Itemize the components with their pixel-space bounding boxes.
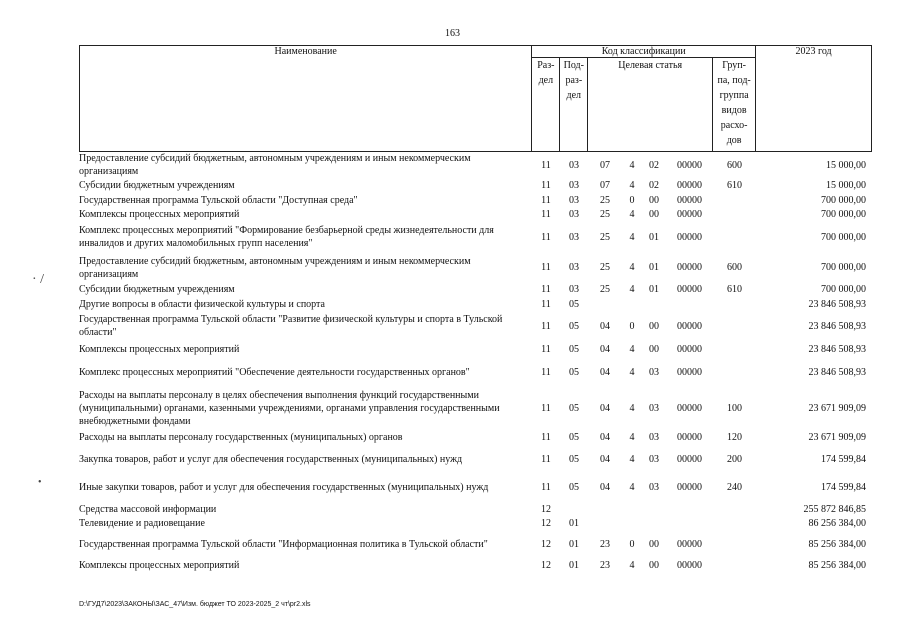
header-podrazdel: Под- раз- дел <box>560 58 588 152</box>
row-target-2: 4 <box>629 482 635 493</box>
row-target-3: 03 <box>649 482 659 493</box>
row-target-2: 0 <box>629 538 635 550</box>
table-row <box>79 207 872 221</box>
row-amount: 23 671 909,09 <box>808 402 866 414</box>
row-target-2 <box>622 297 642 311</box>
table-row <box>79 473 872 502</box>
row-amount: 23 846 508,93 <box>808 320 866 332</box>
row-target-1: 25 <box>600 231 610 243</box>
row-target-1: 04 <box>600 343 610 355</box>
row-target-2: 4 <box>629 453 635 465</box>
row-amount: 174 599,84 <box>821 453 866 465</box>
row-name: Государственная программа Тульской области "Развитие физической культуры и спорта в Тульской области" <box>79 314 503 338</box>
row-podrazdel: 05 <box>569 366 579 378</box>
row-target-3: 03 <box>649 431 659 443</box>
row-amount: 700 000,00 <box>821 194 866 206</box>
row-target-4: 00000 <box>677 538 702 550</box>
row-target-1: 25 <box>600 208 610 220</box>
row-target-1: 04 <box>600 482 610 493</box>
page-number: 163 <box>445 28 460 39</box>
row-podrazdel: 05 <box>569 298 579 310</box>
row-target-4: 00000 <box>677 194 702 206</box>
row-amount: 23 846 508,93 <box>808 343 866 355</box>
row-target-3: 03 <box>649 402 659 414</box>
row-name: Комплексы процессных мероприятий <box>79 559 240 571</box>
row-target-4: 00000 <box>677 180 702 191</box>
row-target-4: 00000 <box>677 343 702 355</box>
row-amount: 174 599,84 <box>821 482 866 493</box>
table-row <box>79 516 872 530</box>
row-name: Комплексы процессных мероприятий <box>79 208 240 220</box>
row-target-4 <box>666 516 713 530</box>
row-target-4: 00000 <box>677 284 702 295</box>
table-row <box>79 253 872 282</box>
row-target-2: 4 <box>629 262 635 273</box>
row-target-4 <box>666 297 713 311</box>
row-target-2: 4 <box>629 559 635 571</box>
table-row <box>79 387 872 429</box>
row-target-2: 4 <box>629 231 635 243</box>
row-target-1: 04 <box>600 402 610 414</box>
header-group: Груп- па, под- группа видов расхо- дов <box>713 58 756 152</box>
row-target-3: 03 <box>649 366 659 378</box>
row-target-2 <box>622 502 642 516</box>
row-group <box>713 357 756 387</box>
row-amount: 15 000,00 <box>826 159 866 171</box>
row-target-3: 01 <box>649 284 659 295</box>
row-target-4: 00000 <box>677 208 702 220</box>
row-target-1: 04 <box>600 320 610 332</box>
row-target-2: 0 <box>629 194 635 206</box>
row-target-3: 02 <box>649 159 659 171</box>
row-podrazdel: 05 <box>569 320 579 332</box>
row-podrazdel: 01 <box>569 538 579 550</box>
row-razdel: 12 <box>541 503 551 515</box>
row-group <box>713 297 756 311</box>
row-group <box>713 516 756 530</box>
row-podrazdel: 03 <box>569 180 579 191</box>
row-target-1: 25 <box>600 262 610 273</box>
row-target-4: 00000 <box>677 366 702 378</box>
row-target-1: 23 <box>600 538 610 550</box>
row-razdel: 11 <box>541 366 551 378</box>
budget-table <box>79 152 872 572</box>
row-name: Иные закупки товаров, работ и услуг для обеспечения государственных (муниципальных) нужд <box>79 482 489 493</box>
row-podrazdel <box>560 502 588 516</box>
table-row <box>79 357 872 387</box>
row-amount: 700 000,00 <box>821 262 866 273</box>
table-row <box>79 152 872 178</box>
row-razdel: 11 <box>541 284 551 295</box>
row-amount: 255 872 846,85 <box>803 503 866 515</box>
row-target-1: 04 <box>600 431 610 443</box>
row-target-4: 00000 <box>677 431 702 443</box>
row-target-4: 00000 <box>677 482 702 493</box>
row-podrazdel: 03 <box>569 208 579 220</box>
row-target-1: 04 <box>600 366 610 378</box>
row-amount: 700 000,00 <box>821 284 866 295</box>
row-target-1: 25 <box>600 284 610 295</box>
row-razdel: 11 <box>541 262 551 273</box>
row-target-2: 4 <box>629 208 635 220</box>
row-name: Расходы на выплаты персоналу государственных (муниципальных) органов <box>79 431 403 443</box>
row-group <box>713 558 756 572</box>
row-group <box>713 341 756 357</box>
row-target-3: 02 <box>649 180 659 191</box>
row-target-3: 00 <box>649 538 659 550</box>
row-group: 200 <box>727 453 742 465</box>
row-target-3: 03 <box>649 453 659 465</box>
row-amount: 700 000,00 <box>821 231 866 243</box>
table-row <box>79 193 872 207</box>
row-target-3: 00 <box>649 320 659 332</box>
row-amount: 23 671 909,09 <box>808 431 866 443</box>
row-target-2: 4 <box>629 284 635 295</box>
row-podrazdel: 03 <box>569 159 579 171</box>
row-name: Субсидии бюджетным учреждениям <box>79 284 235 295</box>
table-row <box>79 178 872 193</box>
row-group <box>713 502 756 516</box>
row-name: Телевидение и радиовещание <box>79 517 205 529</box>
row-target-3: 00 <box>649 343 659 355</box>
row-amount: 86 256 384,00 <box>808 517 866 529</box>
row-target-2: 4 <box>629 343 635 355</box>
row-razdel: 12 <box>541 517 551 529</box>
row-name: Средства массовой информации <box>79 503 217 515</box>
row-group: 610 <box>727 284 742 295</box>
row-target-4: 00000 <box>677 231 702 243</box>
table-row <box>79 221 872 253</box>
row-target-3 <box>642 297 666 311</box>
row-podrazdel: 05 <box>569 453 579 465</box>
row-target-4: 00000 <box>677 320 702 332</box>
table-row <box>79 502 872 516</box>
row-target-1 <box>588 502 622 516</box>
row-group: 610 <box>727 180 742 191</box>
row-amount: 23 846 508,93 <box>808 366 866 378</box>
row-target-4 <box>666 502 713 516</box>
row-group: 600 <box>727 159 742 171</box>
header-name: Наименование <box>80 46 532 152</box>
row-target-2: 4 <box>629 180 635 191</box>
row-name: Комплекс процессных мероприятий "Обеспечение деятельности государственных органов" <box>79 366 470 378</box>
row-target-4: 00000 <box>677 402 702 414</box>
row-target-2: 0 <box>629 320 635 332</box>
row-amount: 85 256 384,00 <box>808 559 866 571</box>
row-name: Другие вопросы в области физической культуры и спорта <box>79 298 325 310</box>
row-target-1: 25 <box>600 194 610 206</box>
table-row <box>79 297 872 311</box>
row-name: Государственная программа Тульской области "Информационная политика в Тульской области" <box>79 538 488 550</box>
row-group <box>713 221 756 253</box>
row-target-1: 23 <box>600 559 610 571</box>
row-target-4: 00000 <box>677 262 702 273</box>
table-header <box>79 45 872 152</box>
row-razdel: 12 <box>541 559 551 571</box>
row-target-3: 00 <box>649 208 659 220</box>
row-target-3: 01 <box>649 262 659 273</box>
row-target-2: 4 <box>629 159 635 171</box>
row-target-1 <box>588 516 622 530</box>
table-row <box>79 429 872 445</box>
row-podrazdel: 03 <box>569 194 579 206</box>
row-name: Предоставление субсидий бюджетным, автономным учреждениям и иным некоммерческим организациям <box>79 153 471 177</box>
row-razdel: 11 <box>541 180 551 191</box>
row-target-1: 07 <box>600 159 610 171</box>
table-row <box>79 341 872 357</box>
row-podrazdel: 03 <box>569 284 579 295</box>
header-target: Целевая статья <box>588 58 713 152</box>
row-target-3: 00 <box>649 559 659 571</box>
row-podrazdel: 01 <box>569 517 579 529</box>
row-razdel: 11 <box>541 482 551 493</box>
row-target-2 <box>622 516 642 530</box>
table-row <box>79 558 872 572</box>
row-target-3: 00 <box>649 194 659 206</box>
row-target-2: 4 <box>629 366 635 378</box>
row-razdel: 11 <box>541 231 551 243</box>
row-name: Комплексы процессных мероприятий <box>79 343 240 355</box>
table-row <box>79 445 872 473</box>
row-target-4: 00000 <box>677 559 702 571</box>
row-razdel: 11 <box>541 320 551 332</box>
row-razdel: 12 <box>541 538 551 550</box>
header-razdel: Раз- дел <box>532 58 560 152</box>
row-amount: 15 000,00 <box>826 180 866 191</box>
row-target-3 <box>642 502 666 516</box>
row-target-1 <box>588 297 622 311</box>
row-target-4: 00000 <box>677 453 702 465</box>
row-podrazdel: 05 <box>569 482 579 493</box>
row-target-3 <box>642 516 666 530</box>
row-name: Расходы на выплаты персоналу в целях обеспечения выполнения функций государственными (муниципальными) органами, казенными учреждениями, органами управления государственными внебюджетными фондами <box>79 389 500 427</box>
row-group: 240 <box>727 482 742 493</box>
row-group <box>713 311 756 341</box>
row-podrazdel: 05 <box>569 431 579 443</box>
row-podrazdel: 05 <box>569 402 579 414</box>
file-path-footer: D:\ГУД7\2023\ЗАКОНЫ\ЗАС_47\Изм. бюджет ТО 2023-2025_2 чт\pr2.xls <box>79 601 311 608</box>
header-code: Код классификации <box>532 46 756 58</box>
header-year: 2023 год <box>756 46 872 152</box>
row-target-1: 07 <box>600 180 610 191</box>
row-amount: 700 000,00 <box>821 208 866 220</box>
row-razdel: 11 <box>541 453 551 465</box>
row-group <box>713 193 756 207</box>
table-row <box>79 530 872 558</box>
table-row <box>79 282 872 297</box>
row-target-4: 00000 <box>677 159 702 171</box>
row-name: Закупка товаров, работ и услуг для обеспечения государственных (муниципальных) нужд <box>79 453 463 465</box>
row-razdel: 11 <box>541 431 551 443</box>
row-podrazdel: 01 <box>569 559 579 571</box>
row-razdel: 11 <box>541 159 551 171</box>
table-row <box>79 311 872 341</box>
row-name: Субсидии бюджетным учреждениям <box>79 180 235 191</box>
row-podrazdel: 03 <box>569 262 579 273</box>
row-target-2: 4 <box>629 402 635 414</box>
row-target-3: 01 <box>649 231 659 243</box>
row-razdel: 11 <box>541 402 551 414</box>
row-razdel: 11 <box>541 298 551 310</box>
row-name: Государственная программа Тульской области "Доступная среда" <box>79 194 358 206</box>
margin-mark: · / <box>32 272 45 287</box>
row-group: 120 <box>727 431 742 443</box>
row-group <box>713 530 756 558</box>
row-target-2: 4 <box>629 431 635 443</box>
row-name: Комплекс процессных мероприятий "Формирование безбарьерной среды жизнедеятельности для инвалидов и других маломобильных групп населения" <box>79 225 494 249</box>
row-group <box>713 207 756 221</box>
row-razdel: 11 <box>541 208 551 220</box>
row-amount: 23 846 508,93 <box>808 298 866 310</box>
margin-dot: • <box>38 477 42 488</box>
row-razdel: 11 <box>541 343 551 355</box>
row-group: 100 <box>727 402 742 414</box>
row-group: 600 <box>727 262 742 273</box>
row-podrazdel: 05 <box>569 343 579 355</box>
row-razdel: 11 <box>541 194 551 206</box>
row-podrazdel: 03 <box>569 231 579 243</box>
row-amount: 85 256 384,00 <box>808 538 866 550</box>
row-target-1: 04 <box>600 453 610 465</box>
row-name: Предоставление субсидий бюджетным, автономным учреждениям и иным некоммерческим организациям <box>79 255 471 280</box>
